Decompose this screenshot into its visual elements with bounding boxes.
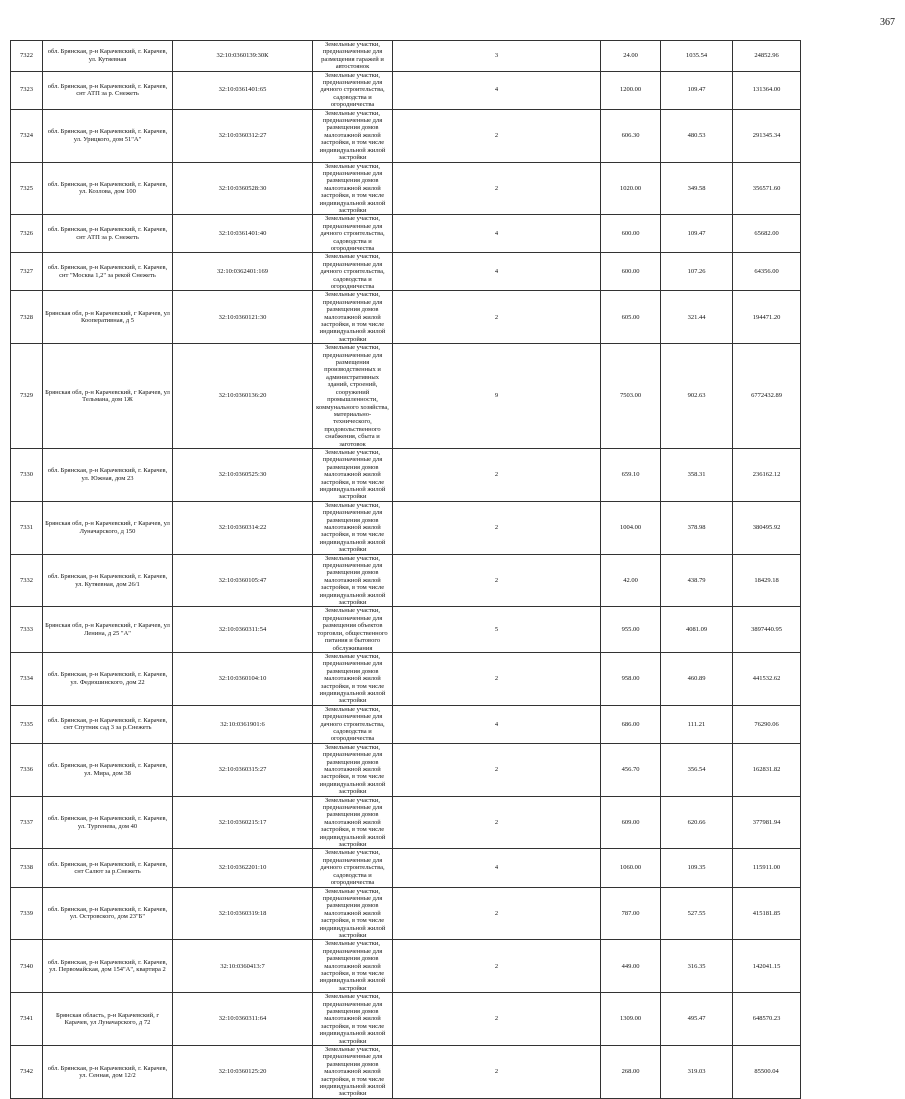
land-use-cell: Земельные участки, предназначенные для размещения гаражей и автостоянок	[313, 41, 393, 72]
table-row	[11, 501, 886, 554]
address-cell: Брянская область, р-н Карачевский, г Карачев, ул Луначарского, д 72	[43, 993, 173, 1046]
cadastral-number-cell: 32:10:0360413:7	[173, 940, 313, 993]
address-cell: обл. Брянская, р-н Карачевский, г. Карачев, ул. Федюшинского, дом 22	[43, 652, 173, 705]
cadastral-value-cell: 236162.12	[733, 448, 801, 501]
land-use-cell: Земельные участки, предназначенные для размещения домов малоэтажной жилой застройки, в том числе индивидуальной жилой застройки	[313, 291, 393, 344]
table-row	[11, 705, 886, 743]
table-row	[11, 607, 886, 652]
address-cell: обл. Брянская, р-н Карачевский, г. Карачев, снт Салют за р.Снежеть	[43, 849, 173, 887]
use-group-cell: 2	[393, 652, 601, 705]
land-use-cell: Земельные участки, предназначенные для дачного строительства, садоводства и огородничества	[313, 215, 393, 253]
area-cell: 659.10	[601, 448, 661, 501]
address-cell: Брянская обл, р-н Карачевский, г Карачев, ул Луначарского, д 150	[43, 501, 173, 554]
cadastral-value-cell: 377981.94	[733, 796, 801, 849]
area-cell: 609.00	[601, 796, 661, 849]
area-cell: 7503.00	[601, 344, 661, 449]
table-row	[11, 940, 886, 993]
table-body	[11, 41, 886, 1099]
row-number: 7332	[11, 554, 43, 607]
land-use-cell: Земельные участки, предназначенные для дачного строительства, садоводства и огородничества	[313, 253, 393, 291]
area-cell: 268.00	[601, 1046, 661, 1099]
table-row	[11, 993, 886, 1046]
cadastral-number-cell: 32:10:0361401:65	[173, 71, 313, 109]
land-use-cell: Земельные участки, предназначенные для размещения домов малоэтажной жилой застройки, в том числе индивидуальной жилой застройки	[313, 1046, 393, 1099]
cadastral-number-cell: 32:10:0360528:30	[173, 162, 313, 215]
cadastral-number-cell: 32:10:0361401:40	[173, 215, 313, 253]
address-cell: обл. Брянская, р-н Карачевский, г. Карачев, ул. Кутяевная, дом 26/1	[43, 554, 173, 607]
table-row	[11, 887, 886, 940]
use-group-cell: 2	[393, 993, 601, 1046]
address-cell: обл. Брянская, р-н Карачевский, г. Карачев, ул. Тургенева, дом 40	[43, 796, 173, 849]
specific-value-cell: 321.44	[661, 291, 733, 344]
table-row	[11, 162, 886, 215]
cadastral-number-cell: 32:10:0360311:54	[173, 607, 313, 652]
area-cell: 606.30	[601, 109, 661, 162]
cadastral-value-cell: 65682.00	[733, 215, 801, 253]
cadastral-value-cell: 162831.82	[733, 743, 801, 796]
address-cell: обл. Брянская, р-н Карачевский, г. Карачев, снт АТП за р. Снежеть	[43, 215, 173, 253]
specific-value-cell: 620.66	[661, 796, 733, 849]
specific-value-cell: 316.35	[661, 940, 733, 993]
cadastral-value-cell: 76290.06	[733, 705, 801, 743]
table-row	[11, 71, 886, 109]
row-number: 7338	[11, 849, 43, 887]
cadastral-value-cell: 6772432.89	[733, 344, 801, 449]
cadastral-number-cell: 32:10:0360215:17	[173, 796, 313, 849]
cadastral-number-cell: 32:10:0360312:27	[173, 109, 313, 162]
specific-value-cell: 378.98	[661, 501, 733, 554]
cadastral-value-cell: 291345.34	[733, 109, 801, 162]
cadastral-value-cell: 85500.04	[733, 1046, 801, 1099]
use-group-cell: 2	[393, 109, 601, 162]
specific-value-cell: 495.47	[661, 993, 733, 1046]
land-use-cell: Земельные участки, предназначенные для размещения домов малоэтажной жилой застройки, в том числе индивидуальной жилой застройки	[313, 554, 393, 607]
area-cell: 958.00	[601, 652, 661, 705]
row-number: 7322	[11, 41, 43, 72]
address-cell: обл. Брянская, р-н Карачевский, г. Карачев, ул. Первомайская, дом 154"А", квартира 2	[43, 940, 173, 993]
table-row	[11, 554, 886, 607]
cadastral-value-cell: 24852.96	[733, 41, 801, 72]
row-number: 7342	[11, 1046, 43, 1099]
cadastral-value-cell: 194471.20	[733, 291, 801, 344]
use-group-cell: 4	[393, 215, 601, 253]
cadastral-value-cell: 380495.92	[733, 501, 801, 554]
row-number: 7323	[11, 71, 43, 109]
cadastral-number-cell: 32:10:0360104:10	[173, 652, 313, 705]
row-number: 7328	[11, 291, 43, 344]
table-row	[11, 215, 886, 253]
land-use-cell: Земельные участки, предназначенные для размещения домов малоэтажной жилой застройки, в том числе индивидуальной жилой застройки	[313, 652, 393, 705]
area-cell: 42.00	[601, 554, 661, 607]
specific-value-cell: 109.47	[661, 71, 733, 109]
address-cell: обл. Брянская, р-н Карачевский, г. Карачев, ул. Островского, дом 23"Б"	[43, 887, 173, 940]
use-group-cell: 2	[393, 743, 601, 796]
area-cell: 1060.00	[601, 849, 661, 887]
use-group-cell: 9	[393, 344, 601, 449]
land-use-cell: Земельные участки, предназначенные для размещения домов малоэтажной жилой застройки, в том числе индивидуальной жилой застройки	[313, 796, 393, 849]
address-cell: обл. Брянская, р-н Карачевский, г. Карачев, ул. Южная, дом 23	[43, 448, 173, 501]
cadastral-number-cell: 32:10:0360125:20	[173, 1046, 313, 1099]
table-row	[11, 652, 886, 705]
area-cell: 1020.00	[601, 162, 661, 215]
use-group-cell: 2	[393, 448, 601, 501]
land-use-cell: Земельные участки, предназначенные для дачного строительства, садоводства и огородничества	[313, 71, 393, 109]
address-cell: Брянская обл, р-н Карачевский, г Карачев, ул Тельмана, дом 1Ж	[43, 344, 173, 449]
table-row	[11, 41, 886, 72]
cadastral-number-cell: 32:10:0360525:30	[173, 448, 313, 501]
address-cell: обл. Брянская, р-н Карачевский, г. Карачев, ул. Кутяевная	[43, 41, 173, 72]
cadastral-value-cell: 648570.23	[733, 993, 801, 1046]
table-row	[11, 796, 886, 849]
row-number: 7336	[11, 743, 43, 796]
page-number: 367	[880, 17, 895, 28]
land-use-cell: Земельные участки, предназначенные для размещения объектов торговли, общественного питания и бытового обслуживания	[313, 607, 393, 652]
use-group-cell: 5	[393, 607, 601, 652]
specific-value-cell: 358.31	[661, 448, 733, 501]
cadastral-number-cell: 32:10:0360314:22	[173, 501, 313, 554]
land-use-cell: Земельные участки, предназначенные для размещения производственных и административных зданий, строений, сооружений промышленности, коммунального хозяйства, материально-технического, продовольственного снабжения, сбыта и заготовок	[313, 344, 393, 449]
area-cell: 600.00	[601, 215, 661, 253]
table-row	[11, 291, 886, 344]
land-use-cell: Земельные участки, предназначенные для размещения домов малоэтажной жилой застройки, в том числе индивидуальной жилой застройки	[313, 993, 393, 1046]
area-cell: 605.00	[601, 291, 661, 344]
specific-value-cell: 109.35	[661, 849, 733, 887]
use-group-cell: 2	[393, 796, 601, 849]
use-group-cell: 2	[393, 501, 601, 554]
cadastral-number-cell: 32:10:0360311:64	[173, 993, 313, 1046]
row-number: 7325	[11, 162, 43, 215]
table-row	[11, 253, 886, 291]
use-group-cell: 4	[393, 71, 601, 109]
cadastral-value-cell: 115911.00	[733, 849, 801, 887]
land-use-cell: Земельные участки, предназначенные для размещения домов малоэтажной жилой застройки, в том числе индивидуальной жилой застройки	[313, 887, 393, 940]
row-number: 7331	[11, 501, 43, 554]
cadastral-value-cell: 3897440.95	[733, 607, 801, 652]
specific-value-cell: 349.58	[661, 162, 733, 215]
cadastral-value-table	[10, 40, 886, 1099]
use-group-cell: 2	[393, 291, 601, 344]
address-cell: обл. Брянская, р-н Карачевский, г. Карачев, снт "Москва 1,2" за рекой Снежеть	[43, 253, 173, 291]
cadastral-number-cell: 32:10:0360319:18	[173, 887, 313, 940]
use-group-cell: 4	[393, 849, 601, 887]
specific-value-cell: 107.26	[661, 253, 733, 291]
cadastral-number-cell: 32:10:0361901:6	[173, 705, 313, 743]
table-row	[11, 109, 886, 162]
land-use-cell: Земельные участки, предназначенные для дачного строительства, садоводства и огородничества	[313, 705, 393, 743]
row-number: 7327	[11, 253, 43, 291]
area-cell: 1200.00	[601, 71, 661, 109]
land-use-cell: Земельные участки, предназначенные для дачного строительства, садоводства и огородничества	[313, 849, 393, 887]
land-use-cell: Земельные участки, предназначенные для размещения домов малоэтажной жилой застройки, в том числе индивидуальной жилой застройки	[313, 501, 393, 554]
address-cell: Брянская обл, р-н Карачевский, г Карачев, ул Кооперативная, д 5	[43, 291, 173, 344]
cadastral-number-cell: 32:10:0360139:30К	[173, 41, 313, 72]
address-cell: обл. Брянская, р-н Карачевский, г. Карачев, ул. Сенная, дом 12/2	[43, 1046, 173, 1099]
area-cell: 1004.00	[601, 501, 661, 554]
area-cell: 787.00	[601, 887, 661, 940]
specific-value-cell: 902.63	[661, 344, 733, 449]
land-use-cell: Земельные участки, предназначенные для размещения домов малоэтажной жилой застройки, в том числе индивидуальной жилой застройки	[313, 940, 393, 993]
use-group-cell: 2	[393, 940, 601, 993]
row-number: 7335	[11, 705, 43, 743]
specific-value-cell: 319.03	[661, 1046, 733, 1099]
specific-value-cell: 111.21	[661, 705, 733, 743]
row-number: 7334	[11, 652, 43, 705]
row-number: 7324	[11, 109, 43, 162]
row-number: 7337	[11, 796, 43, 849]
cadastral-number-cell: 32:10:0360315:27	[173, 743, 313, 796]
cadastral-value-cell: 18429.18	[733, 554, 801, 607]
land-use-cell: Земельные участки, предназначенные для размещения домов малоэтажной жилой застройки, в том числе индивидуальной жилой застройки	[313, 109, 393, 162]
land-use-cell: Земельные участки, предназначенные для размещения домов малоэтажной жилой застройки, в том числе индивидуальной жилой застройки	[313, 743, 393, 796]
cadastral-number-cell: 32:10:0362201:10	[173, 849, 313, 887]
row-number: 7340	[11, 940, 43, 993]
area-cell: 600.00	[601, 253, 661, 291]
address-cell: обл. Брянская, р-н Карачевский, г. Карачев, ул. Мира, дом 38	[43, 743, 173, 796]
use-group-cell: 2	[393, 1046, 601, 1099]
row-number: 7326	[11, 215, 43, 253]
land-use-cell: Земельные участки, предназначенные для размещения домов малоэтажной жилой застройки, в том числе индивидуальной жилой застройки	[313, 162, 393, 215]
table-row	[11, 448, 886, 501]
cadastral-value-cell: 131364.00	[733, 71, 801, 109]
cadastral-value-cell: 142041.15	[733, 940, 801, 993]
row-number: 7329	[11, 344, 43, 449]
area-cell: 24.00	[601, 41, 661, 72]
use-group-cell: 3	[393, 41, 601, 72]
specific-value-cell: 527.55	[661, 887, 733, 940]
use-group-cell: 4	[393, 253, 601, 291]
area-cell: 955.00	[601, 607, 661, 652]
area-cell: 686.00	[601, 705, 661, 743]
area-cell: 449.00	[601, 940, 661, 993]
land-use-cell: Земельные участки, предназначенные для размещения домов малоэтажной жилой застройки, в том числе индивидуальной жилой застройки	[313, 448, 393, 501]
address-cell: обл. Брянская, р-н Карачевский, г. Карачев, ул. Козлова, дом 100	[43, 162, 173, 215]
area-cell: 1309.00	[601, 993, 661, 1046]
specific-value-cell: 109.47	[661, 215, 733, 253]
table-row	[11, 344, 886, 449]
address-cell: обл. Брянская, р-н Карачевский, г. Карачев, снт АТП за р. Снежеть	[43, 71, 173, 109]
use-group-cell: 2	[393, 162, 601, 215]
specific-value-cell: 438.79	[661, 554, 733, 607]
cadastral-number-cell: 32:10:0360121:30	[173, 291, 313, 344]
use-group-cell: 2	[393, 887, 601, 940]
address-cell: Брянская обл, р-н Карачевский, г Карачев, ул Ленина, д 25 "А"	[43, 607, 173, 652]
row-number: 7341	[11, 993, 43, 1046]
address-cell: обл. Брянская, р-н Карачевский, г. Карачев, ул. Урицкого, дом 51"А"	[43, 109, 173, 162]
table-row	[11, 1046, 886, 1099]
cadastral-value-cell: 64356.00	[733, 253, 801, 291]
address-cell: обл. Брянская, р-н Карачевский, г. Карачев, снт Спутник сад 3 за р.Снежеть	[43, 705, 173, 743]
table-row	[11, 743, 886, 796]
specific-value-cell: 1035.54	[661, 41, 733, 72]
cadastral-number-cell: 32:10:0362401:169	[173, 253, 313, 291]
row-number: 7339	[11, 887, 43, 940]
specific-value-cell: 460.89	[661, 652, 733, 705]
table-row	[11, 849, 886, 887]
specific-value-cell: 356.54	[661, 743, 733, 796]
row-number: 7330	[11, 448, 43, 501]
cadastral-value-cell: 441532.62	[733, 652, 801, 705]
use-group-cell: 2	[393, 554, 601, 607]
cadastral-value-cell: 415181.85	[733, 887, 801, 940]
area-cell: 456.70	[601, 743, 661, 796]
specific-value-cell: 4081.09	[661, 607, 733, 652]
specific-value-cell: 480.53	[661, 109, 733, 162]
cadastral-number-cell: 32:10:0360105:47	[173, 554, 313, 607]
use-group-cell: 4	[393, 705, 601, 743]
row-number: 7333	[11, 607, 43, 652]
cadastral-value-cell: 356571.60	[733, 162, 801, 215]
cadastral-number-cell: 32:10:0360136:20	[173, 344, 313, 449]
